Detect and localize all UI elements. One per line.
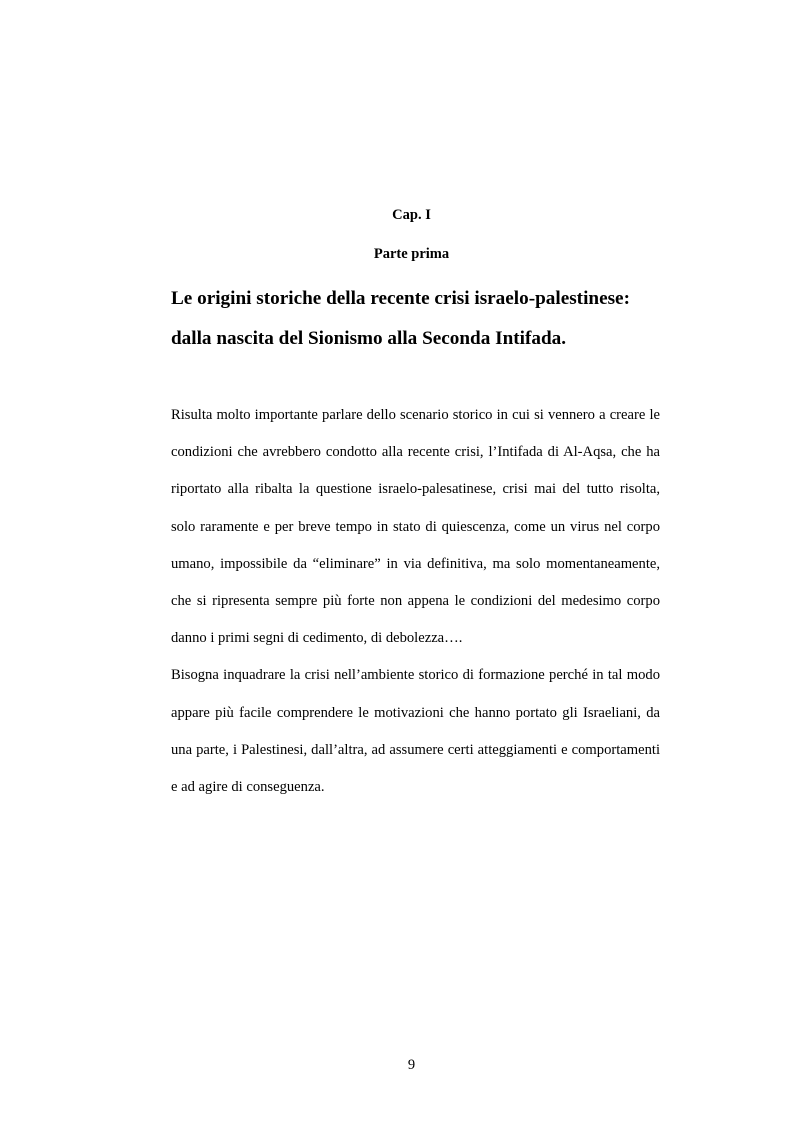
part-label: Parte prima — [373, 246, 450, 262]
paragraph: Risulta molto importante parlare dello scenario storico in cui si vennero a creare le condizioni che avrebbero condotto alla recente crisi, l’Intifada di Al-Aqsa, che ha riportato alla ribalta la questione israelo-palesatinese, crisi mai del tutto risolta, solo raramente e per breve tempo in stato di quiescenza, come un virus nel corpo umano, impossibile da “eliminare” in via definitiva, ma solo momentaneamente, che si ripresenta sempre più forte non appena le condizioni del medesimo corpo danno i primi segni di cedimento, di debolezza…. — [171, 407, 660, 647]
body-text — [171, 397, 660, 806]
chapter-title: Le origini storiche della recente crisi israelo-palestinese: dalla nascita del Sionismo alla Seconda Intifada. — [171, 288, 630, 349]
chapter-label: Cap. I — [392, 207, 431, 223]
paragraph: Bisogna inquadrare la crisi nell’ambiente storico di formazione perché in tal modo appare più facile comprendere le motivazioni che hanno portato gli Israeliani, da una parte, i Palestinesi, dall’altra, ad assumere certi atteggiamenti e comportamenti e ad agire di conseguenza. — [171, 667, 660, 796]
page-number: 9 — [407, 1057, 416, 1073]
